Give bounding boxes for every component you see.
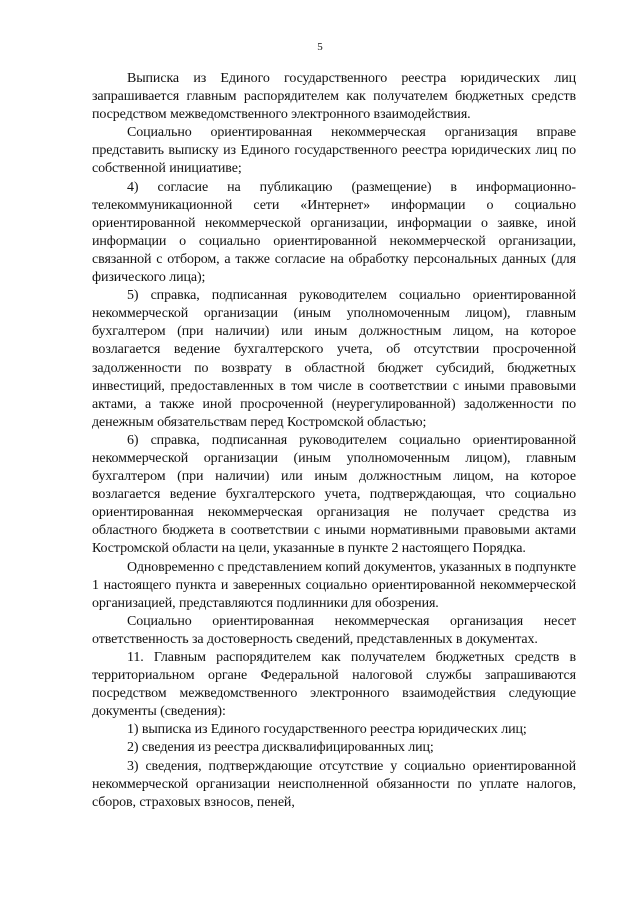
paragraph-item-4-consent: 4) согласие на публикацию (размещение) в информационно-телекоммуникационной сети «Интернет» информации о социально ориентированной некоммерческой организации, информации о заявке, иной информации о социально ориентированной некоммерческой организации, связанной с отбором, а также согласие на обработку персональных данных (для физического лица); xyxy=(92,179,576,286)
list-item-1: 1) выписка из Единого государственного реестра юридических лиц; xyxy=(127,722,527,738)
paragraph-own-initiative: Социально ориентированная некоммерческая организация вправе представить выписку из Единого государственного реестра юридических лиц по собственной инициативе; xyxy=(92,125,576,177)
document-body xyxy=(92,70,576,812)
page-number: 5 xyxy=(317,41,323,53)
paragraph-responsibility: Социально ориентированная некоммерческая организация несет ответственность за достоверность сведений, представленных в документах. xyxy=(92,613,576,647)
list-item-3: 3) сведения, подтверждающие отсутствие у социально ориентированной некоммерческой организации неисполненной обязанности по уплате налогов, сборов, страховых взносов, пеней, xyxy=(92,758,576,810)
paragraph-item-5-certificate: 5) справка, подписанная руководителем социально ориентированной некоммерческой организации (иным уполномоченным лицом), главным бухгалтером (при наличии) или иным должностным лицом, на которое возлагается ведение бухгалтерского учета, об отсутствии просроченной задолженности по возврату в областной бюджет субсидий, бюджетных инвестиций, предоставленных в том числе в соответствии с иными правовыми актами, а также иной просроченной (неурегулированной) задолженности по денежным обязательствам перед Костромской областью; xyxy=(92,288,576,430)
paragraph-originals: Одновременно с представлением копий документов, указанных в подпункте 1 настоящего пункта и заверенных социально ориентированной некоммерческой организацией, представляются подлинники для обозрения. xyxy=(92,559,576,611)
paragraph-item-6-certificate: 6) справка, подписанная руководителем социально ориентированной некоммерческой организации (иным уполномоченным лицом), главным бухгалтером (при наличии) или иным должностным лицом, на которое возлагается ведение бухгалтерского учета, подтверждающая, что социально ориентированная некоммерческая организация не получает средства из областного бюджета в соответствии с иными нормативными правовыми актами Костромской области на цели, указанные в пункте 2 настоящего Порядка. xyxy=(92,432,576,557)
paragraph-item-11: 11. Главным распорядителем как получателем бюджетных средств в территориальном органе Федеральной налоговой службы запрашиваются посредством межведомственного электронного взаимодействия следующие документы (сведения): xyxy=(92,650,576,720)
list-item-2: 2) сведения из реестра дисквалифицированных лиц; xyxy=(127,740,434,756)
paragraph-egrul-extract: Выписка из Единого государственного реестра юридических лиц запрашивается главным распорядителем как получателем бюджетных средств посредством межведомственного электронного взаимодействия. xyxy=(92,71,576,123)
